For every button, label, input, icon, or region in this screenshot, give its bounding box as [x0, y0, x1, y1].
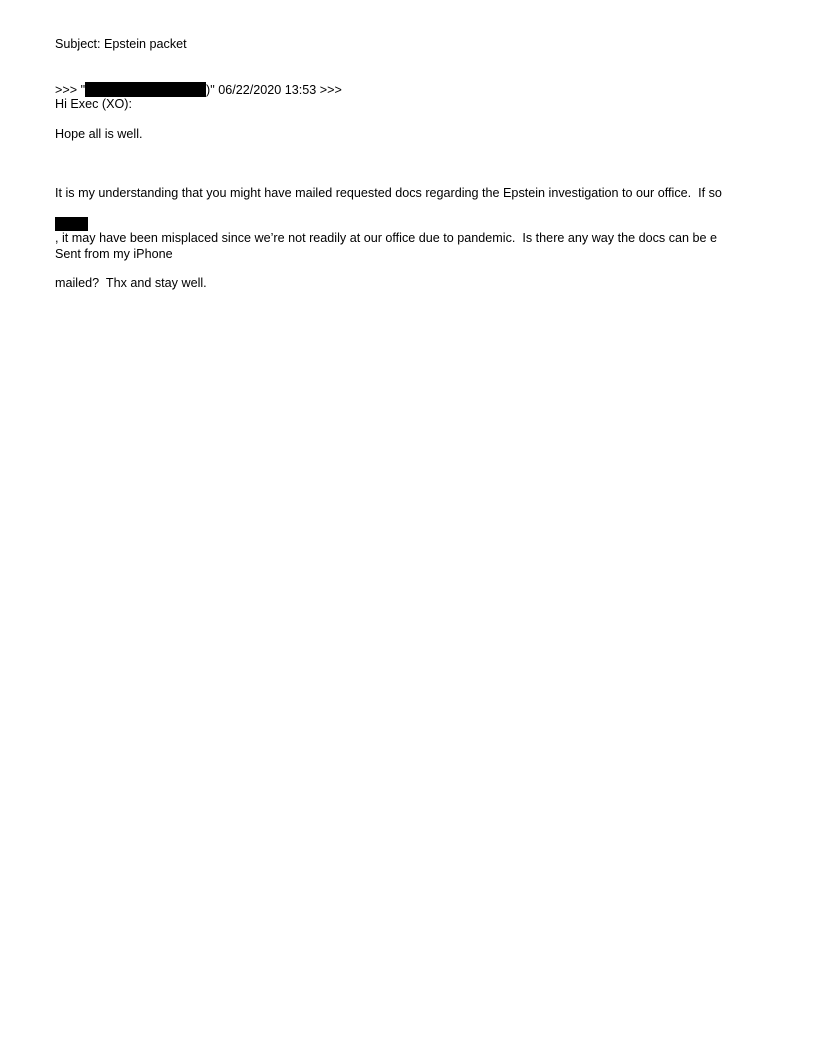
redacted-sender-name	[55, 217, 88, 231]
email-subject: Subject: Epstein packet	[55, 37, 187, 51]
body-line: It is my understanding that you might have mailed requested docs regarding the Epstein investigation to our office. If so	[55, 186, 722, 200]
body-line: , it may have been misplaced since we’re not readily at our office due to pandemic. Is there any way the docs can be e	[55, 231, 718, 245]
body-paragraph	[55, 156, 770, 321]
hope-line: Hope all is well.	[55, 127, 143, 141]
forward-header	[55, 82, 342, 98]
greeting: Hi Exec (XO):	[55, 97, 132, 111]
signature: Sent from my iPhone	[55, 247, 173, 261]
header-prefix: >>> "	[55, 83, 86, 97]
header-suffix: )" 06/22/2020 13:53 >>>	[206, 83, 342, 97]
body-line: mailed? Thx and stay well.	[55, 276, 207, 290]
redaction-bar	[85, 82, 206, 97]
